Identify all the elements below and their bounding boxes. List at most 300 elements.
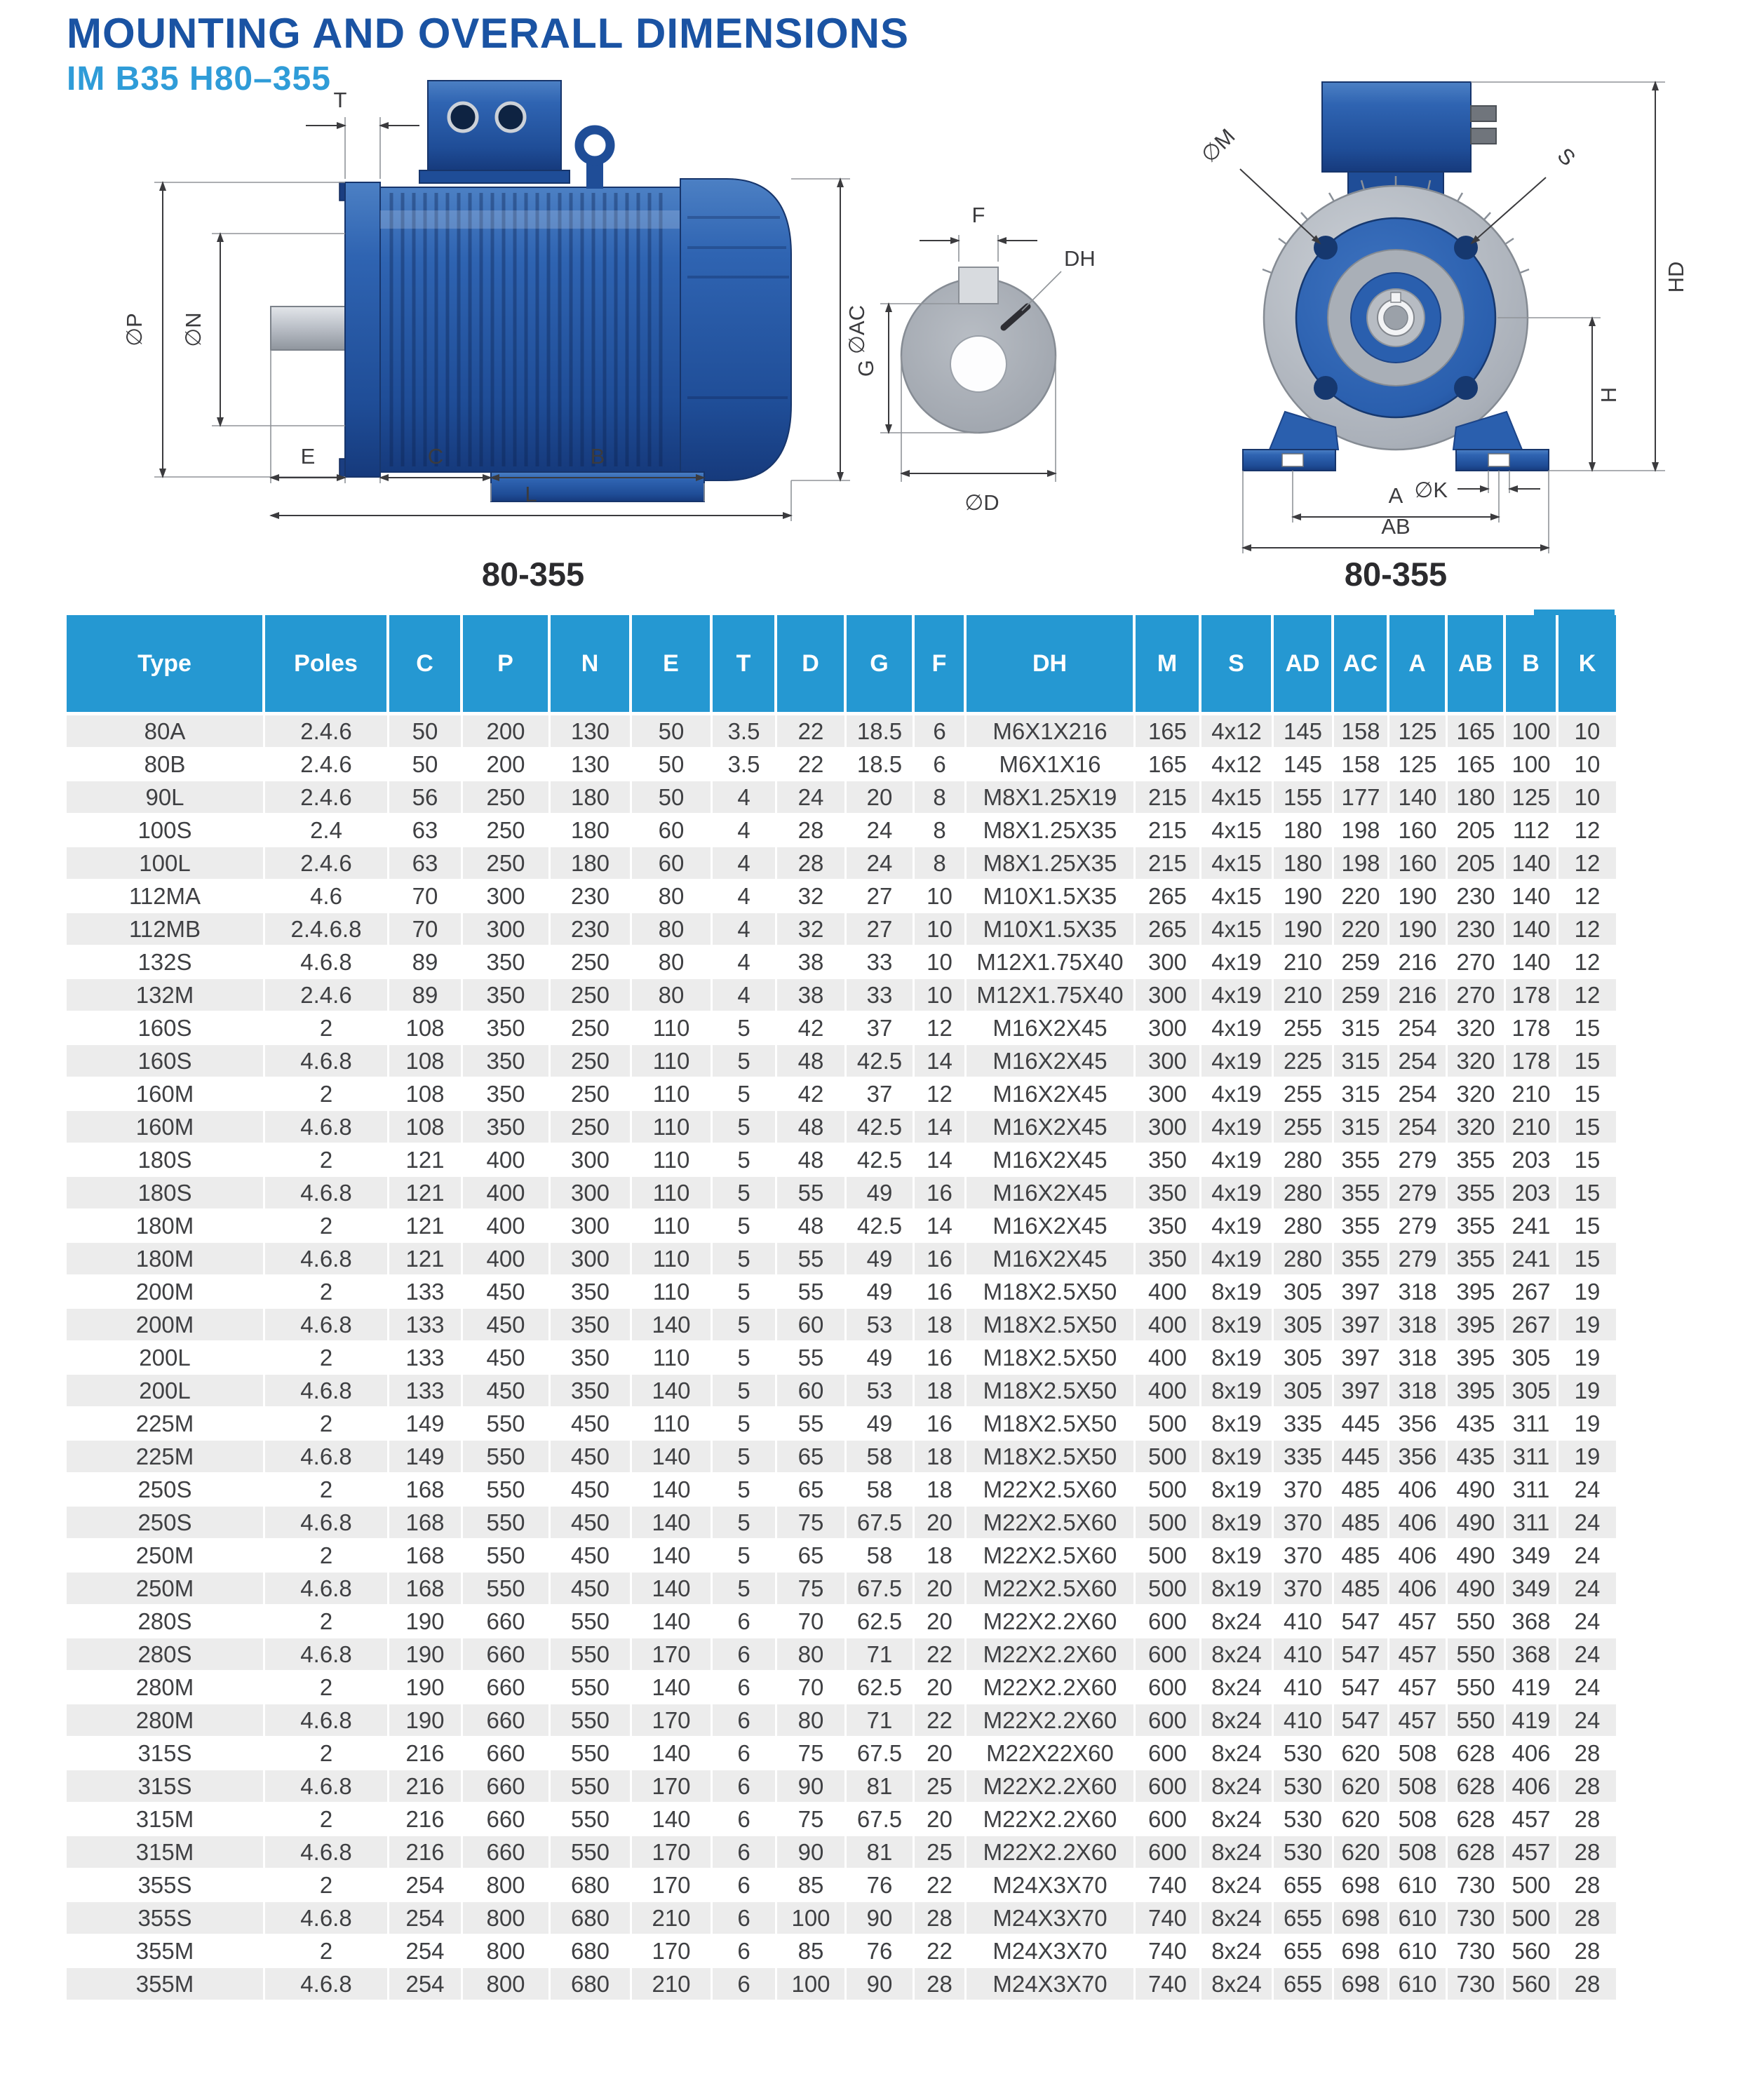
table-cell: 2.4.6: [265, 781, 389, 814]
table-cell: 320: [1448, 1045, 1506, 1078]
table-cell: 140: [632, 1803, 713, 1836]
dim-label-l: L: [525, 482, 537, 506]
table-cell: 216: [389, 1836, 463, 1869]
table-cell: 254: [1389, 1045, 1448, 1078]
table-cell: 70: [389, 913, 463, 946]
table-cell: 110: [632, 1342, 713, 1375]
table-cell: 6: [713, 1902, 777, 1935]
table-cell: 406: [1389, 1540, 1448, 1573]
table-cell: M22X2.2X60: [967, 1638, 1136, 1671]
table-cell: M12X1.75X40: [967, 979, 1136, 1012]
table-row: [67, 1671, 1616, 1704]
table-cell: 255: [1274, 1111, 1334, 1144]
table-cell: 5: [713, 1177, 777, 1210]
table-cell: 49: [847, 1276, 915, 1309]
table-row: [67, 715, 1616, 748]
table-cell: 255: [1274, 1078, 1334, 1111]
table-cell: 2.4: [265, 814, 389, 847]
front-view-drawing: [1197, 82, 1688, 593]
table-cell: 75: [777, 1803, 847, 1836]
table-cell: 610: [1389, 1935, 1448, 1968]
table-cell: 180S: [67, 1144, 265, 1177]
table-cell: 547: [1334, 1638, 1389, 1671]
table-cell: M16X2X45: [967, 1177, 1136, 1210]
table-cell: 4.6.8: [265, 1704, 389, 1737]
table-cell: 15: [1558, 1210, 1616, 1243]
table-cell: 5: [713, 1276, 777, 1309]
table-cell: 400: [463, 1243, 551, 1276]
table-cell: 250: [551, 1012, 632, 1045]
table-cell: 70: [777, 1605, 847, 1638]
table-cell: 28: [1558, 1836, 1616, 1869]
table-cell: 170: [632, 1935, 713, 1968]
table-cell: 550: [551, 1737, 632, 1770]
table-cell: 485: [1334, 1507, 1389, 1540]
table-row: [67, 1474, 1616, 1507]
table-cell: 610: [1389, 1902, 1448, 1935]
table-cell: 300: [1136, 1111, 1201, 1144]
table-cell: 660: [463, 1704, 551, 1737]
table-cell: 355: [1448, 1177, 1506, 1210]
table-cell: 198: [1334, 847, 1389, 880]
table-cell: 550: [463, 1441, 551, 1474]
table-cell: 2: [265, 1474, 389, 1507]
table-cell: 318: [1389, 1309, 1448, 1342]
table-cell: 22: [915, 1869, 967, 1902]
table-cell: 4x19: [1201, 1045, 1274, 1078]
column-header-d: D: [777, 615, 847, 715]
table-cell: 400: [1136, 1276, 1201, 1309]
table-cell: 100: [777, 1902, 847, 1935]
table-cell: 250: [463, 814, 551, 847]
table-cell: 550: [463, 1474, 551, 1507]
table-cell: 4.6.8: [265, 946, 389, 979]
table-cell: 395: [1448, 1309, 1506, 1342]
column-header-p: P: [463, 615, 551, 715]
table-cell: 4: [713, 913, 777, 946]
foot-slot-left: [1282, 454, 1303, 466]
table-cell: 110: [632, 1177, 713, 1210]
column-header-k: K: [1558, 615, 1616, 715]
table-cell: 500: [1136, 1474, 1201, 1507]
table-cell: 2.4.6: [265, 847, 389, 880]
table-cell: 600: [1136, 1770, 1201, 1803]
table-cell: 32: [777, 880, 847, 913]
table-cell: 550: [463, 1540, 551, 1573]
lifting-eye: [579, 130, 610, 161]
table-cell: 55: [777, 1408, 847, 1441]
table-cell: 2: [265, 1671, 389, 1704]
table-cell: 457: [1389, 1704, 1448, 1737]
table-cell: 508: [1389, 1770, 1448, 1803]
dim-label-m: ∅M: [1196, 123, 1240, 168]
table-cell: 265: [1136, 913, 1201, 946]
table-cell: 216: [1389, 946, 1448, 979]
table-row: [67, 781, 1616, 814]
front-view-caption: 80-355: [1344, 555, 1448, 593]
table-row: [67, 1309, 1616, 1342]
table-cell: 220: [1334, 913, 1389, 946]
table-cell: 71: [847, 1704, 915, 1737]
table-cell: 19: [1558, 1441, 1616, 1474]
table-cell: 24: [1558, 1540, 1616, 1573]
table-cell: 660: [463, 1770, 551, 1803]
table-cell: 65: [777, 1540, 847, 1573]
table-cell: 42.5: [847, 1144, 915, 1177]
table-cell: 8x19: [1201, 1309, 1274, 1342]
table-cell: 450: [551, 1507, 632, 1540]
table-cell: 628: [1448, 1803, 1506, 1836]
table-cell: 10: [1558, 748, 1616, 781]
table-cell: 300: [1136, 1078, 1201, 1111]
table-cell: 400: [1136, 1309, 1201, 1342]
table-cell: 216: [389, 1737, 463, 1770]
table-cell: 8x24: [1201, 1902, 1274, 1935]
table-cell: 205: [1448, 847, 1506, 880]
table-cell: 311: [1506, 1474, 1558, 1507]
table-cell: M22X2.5X60: [967, 1507, 1136, 1540]
table-cell: 655: [1274, 1869, 1334, 1902]
table-cell: 8: [915, 814, 967, 847]
table-cell: 400: [463, 1210, 551, 1243]
table-cell: 280: [1274, 1210, 1334, 1243]
column-header-type: Type: [67, 615, 265, 715]
column-header-f: F: [915, 615, 967, 715]
table-cell: M18X2.5X50: [967, 1309, 1136, 1342]
table-cell: 10: [915, 946, 967, 979]
table-cell: 4.6.8: [265, 1770, 389, 1803]
table-cell: 4: [713, 946, 777, 979]
table-cell: 610: [1389, 1869, 1448, 1902]
table-cell: 4x19: [1201, 1144, 1274, 1177]
table-cell: 108: [389, 1111, 463, 1144]
table-cell: 628: [1448, 1836, 1506, 1869]
table-cell: 180: [1274, 847, 1334, 880]
table-cell: 81: [847, 1770, 915, 1803]
table-cell: 85: [777, 1869, 847, 1902]
table-cell: 355M: [67, 1935, 265, 1968]
table-cell: 620: [1334, 1737, 1389, 1770]
table-cell: 190: [1389, 913, 1448, 946]
table-cell: 445: [1334, 1441, 1389, 1474]
table-cell: 305: [1274, 1309, 1334, 1342]
table-cell: 12: [915, 1078, 967, 1111]
table-cell: 38: [777, 979, 847, 1012]
table-cell: 140: [632, 1375, 713, 1408]
table-cell: 419: [1506, 1704, 1558, 1737]
table-cell: 6: [713, 1968, 777, 2001]
table-cell: 168: [389, 1540, 463, 1573]
table-cell: 80: [777, 1704, 847, 1737]
table-cell: 22: [777, 748, 847, 781]
table-cell: 5: [713, 1441, 777, 1474]
column-header-g: G: [847, 615, 915, 715]
shaft-key: [959, 267, 998, 304]
table-cell: 600: [1136, 1638, 1201, 1671]
bolt-pad-tl: [1314, 236, 1338, 260]
table-cell: 254: [389, 1968, 463, 2001]
table-cell: 110: [632, 1243, 713, 1276]
table-cell: 8x19: [1201, 1342, 1274, 1375]
table-row: [67, 748, 1616, 781]
table-cell: 350: [1136, 1243, 1201, 1276]
table-cell: 216: [389, 1803, 463, 1836]
table-cell: 200M: [67, 1309, 265, 1342]
table-cell: 4x15: [1201, 913, 1274, 946]
table-cell: 50: [632, 781, 713, 814]
table-cell: 450: [463, 1276, 551, 1309]
table-cell: 6: [713, 1803, 777, 1836]
table-row: [67, 1638, 1616, 1671]
table-cell: 160: [1389, 847, 1448, 880]
table-cell: M8X1.25X35: [967, 814, 1136, 847]
table-cell: 305: [1506, 1342, 1558, 1375]
column-header-dh: DH: [967, 615, 1136, 715]
table-cell: 350: [463, 1012, 551, 1045]
table-cell: 12: [915, 1012, 967, 1045]
table-cell: 190: [1389, 880, 1448, 913]
table-cell: 28: [915, 1968, 967, 2001]
table-cell: 355: [1334, 1243, 1389, 1276]
table-cell: 140: [632, 1737, 713, 1770]
table-cell: 406: [1389, 1507, 1448, 1540]
table-cell: 315M: [67, 1836, 265, 1869]
table-cell: 4x15: [1201, 880, 1274, 913]
table-cell: 600: [1136, 1671, 1201, 1704]
table-cell: 180M: [67, 1210, 265, 1243]
table-cell: M18X2.5X50: [967, 1276, 1136, 1309]
table-cell: 395: [1448, 1276, 1506, 1309]
table-cell: 53: [847, 1309, 915, 1342]
dim-label-ac: ∅AC: [844, 304, 869, 355]
table-cell: 125: [1389, 748, 1448, 781]
table-cell: 350: [463, 979, 551, 1012]
table-cell: 140: [632, 1573, 713, 1605]
table-cell: 200M: [67, 1276, 265, 1309]
table-cell: 140: [1506, 913, 1558, 946]
table-cell: 457: [1506, 1803, 1558, 1836]
table-cell: M22X2.2X60: [967, 1770, 1136, 1803]
table-cell: 140: [632, 1507, 713, 1540]
table-cell: M16X2X45: [967, 1111, 1136, 1144]
table-cell: 800: [463, 1902, 551, 1935]
table-cell: 279: [1389, 1243, 1448, 1276]
table-cell: 406: [1506, 1737, 1558, 1770]
dim-label-k: ∅K: [1414, 478, 1448, 502]
table-cell: 4x12: [1201, 748, 1274, 781]
table-cell: 55: [777, 1243, 847, 1276]
table-cell: 10: [915, 880, 967, 913]
table-cell: M16X2X45: [967, 1078, 1136, 1111]
table-cell: 48: [777, 1045, 847, 1078]
table-row: [67, 1968, 1616, 2001]
table-cell: 25: [915, 1836, 967, 1869]
table-cell: 397: [1334, 1342, 1389, 1375]
table-cell: 315: [1334, 1111, 1389, 1144]
table-cell: 4x15: [1201, 781, 1274, 814]
table-cell: 67.5: [847, 1573, 915, 1605]
table-cell: 50: [389, 715, 463, 748]
table-cell: 170: [632, 1770, 713, 1803]
table-cell: 24: [847, 847, 915, 880]
table-cell: 259: [1334, 946, 1389, 979]
table-cell: 16: [915, 1408, 967, 1441]
table-row: [67, 1276, 1616, 1309]
table-cell: 216: [389, 1770, 463, 1803]
table-cell: 450: [551, 1474, 632, 1507]
table-cell: 28: [1558, 1935, 1616, 1968]
table-cell: 740: [1136, 1902, 1201, 1935]
table-cell: 65: [777, 1474, 847, 1507]
table-cell: 158: [1334, 748, 1389, 781]
table-cell: 130: [551, 715, 632, 748]
table-cell: 335: [1274, 1441, 1334, 1474]
table-row: [67, 880, 1616, 913]
table-cell: 100L: [67, 847, 265, 880]
table-cell: 8x24: [1201, 1770, 1274, 1803]
table-row: [67, 1540, 1616, 1573]
table-cell: 550: [551, 1770, 632, 1803]
table-cell: 60: [777, 1309, 847, 1342]
dim-leader-s: [1472, 177, 1546, 243]
table-cell: 55: [777, 1276, 847, 1309]
bolt-pad-br: [1454, 376, 1478, 400]
table-cell: 2: [265, 1737, 389, 1770]
table-cell: 80B: [67, 748, 265, 781]
table-cell: 55: [777, 1342, 847, 1375]
table-cell: 110: [632, 1078, 713, 1111]
table-cell: 155: [1274, 781, 1334, 814]
table-cell: 145: [1274, 715, 1334, 748]
table-row: [67, 979, 1616, 1012]
table-cell: 457: [1389, 1638, 1448, 1671]
table-cell: 254: [1389, 1012, 1448, 1045]
table-cell: 180: [1448, 781, 1506, 814]
table-row: [67, 1935, 1616, 1968]
table-cell: 355: [1334, 1177, 1389, 1210]
table-cell: 730: [1448, 1902, 1506, 1935]
table-cell: 4: [713, 847, 777, 880]
table-cell: 300: [1136, 1045, 1201, 1078]
table-cell: 8x24: [1201, 1704, 1274, 1737]
table-cell: 49: [847, 1408, 915, 1441]
table-cell: 70: [777, 1671, 847, 1704]
table-cell: 22: [915, 1935, 967, 1968]
table-cell: 15: [1558, 1012, 1616, 1045]
table-row: [67, 1704, 1616, 1737]
table-cell: 10: [1558, 781, 1616, 814]
table-cell: 215: [1136, 847, 1201, 880]
table-cell: 355: [1334, 1144, 1389, 1177]
table-cell: 215: [1136, 781, 1201, 814]
table-cell: 320: [1448, 1012, 1506, 1045]
table-cell: 168: [389, 1474, 463, 1507]
table-cell: 5: [713, 1408, 777, 1441]
table-cell: 140: [632, 1605, 713, 1638]
table-row: [67, 1408, 1616, 1441]
table-cell: 140: [1506, 847, 1558, 880]
table-cell: 550: [551, 1605, 632, 1638]
table-cell: 110: [632, 1408, 713, 1441]
dim-label-e: E: [300, 444, 316, 469]
table-cell: 200: [463, 748, 551, 781]
table-cell: 12: [1558, 814, 1616, 847]
table-cell: 500: [1136, 1507, 1201, 1540]
table-cell: M10X1.5X35: [967, 880, 1136, 913]
table-cell: 620: [1334, 1836, 1389, 1869]
table-cell: 56: [389, 781, 463, 814]
table-header-row: [67, 615, 1616, 715]
table-cell: 255: [1274, 1012, 1334, 1045]
dim-leader-dh: [1022, 271, 1061, 311]
table-cell: 121: [389, 1243, 463, 1276]
table-cell: 8: [915, 847, 967, 880]
table-cell: 349: [1506, 1540, 1558, 1573]
table-cell: 210: [1274, 979, 1334, 1012]
shaft-section-drawing: [854, 203, 1096, 515]
table-cell: 300: [1136, 1012, 1201, 1045]
dim-label-ab: AB: [1381, 514, 1410, 539]
table-cell: 121: [389, 1177, 463, 1210]
table-cell: 67.5: [847, 1803, 915, 1836]
table-cell: M22X2.5X60: [967, 1474, 1136, 1507]
table-cell: 740: [1136, 1968, 1201, 2001]
table-cell: M22X2.5X60: [967, 1540, 1136, 1573]
dim-label-p: ∅P: [122, 313, 147, 346]
table-cell: 24: [1558, 1474, 1616, 1507]
table-cell: 485: [1334, 1573, 1389, 1605]
column-header-b: B: [1506, 615, 1558, 715]
table-cell: 4x19: [1201, 979, 1274, 1012]
table-cell: 90: [777, 1836, 847, 1869]
table-cell: 20: [915, 1605, 967, 1638]
table-body: [67, 715, 1616, 2001]
table-cell: 800: [463, 1935, 551, 1968]
shaft: [271, 307, 351, 350]
table-cell: 350: [1136, 1210, 1201, 1243]
table-cell: 241: [1506, 1210, 1558, 1243]
table-cell: 4x12: [1201, 715, 1274, 748]
table-cell: 170: [632, 1638, 713, 1671]
table-cell: 177: [1334, 781, 1389, 814]
dim-label-dh: DH: [1064, 246, 1096, 271]
table-cell: 600: [1136, 1737, 1201, 1770]
table-cell: 250: [463, 847, 551, 880]
cable-gland-left: [449, 103, 477, 131]
dim-leader-m: [1240, 169, 1320, 243]
table-cell: 16: [915, 1243, 967, 1276]
table-cell: 8x24: [1201, 1869, 1274, 1902]
table-cell: 368: [1506, 1638, 1558, 1671]
table-cell: 355: [1448, 1144, 1506, 1177]
table-cell: 8x19: [1201, 1573, 1274, 1605]
table-cell: 121: [389, 1144, 463, 1177]
table-cell: 250: [551, 1078, 632, 1111]
table-cell: 305: [1274, 1276, 1334, 1309]
terminal-box-front: [1322, 82, 1471, 172]
table-cell: 740: [1136, 1935, 1201, 1968]
table-cell: 190: [389, 1605, 463, 1638]
table-cell: 254: [1389, 1111, 1448, 1144]
table-cell: 280: [1274, 1144, 1334, 1177]
table-cell: 550: [551, 1704, 632, 1737]
table-cell: 5: [713, 1045, 777, 1078]
table-cell: 370: [1274, 1573, 1334, 1605]
table-cell: 28: [1558, 1968, 1616, 2001]
bolt-pad-bl: [1314, 376, 1338, 400]
table-cell: 90: [777, 1770, 847, 1803]
table-cell: 62.5: [847, 1671, 915, 1704]
